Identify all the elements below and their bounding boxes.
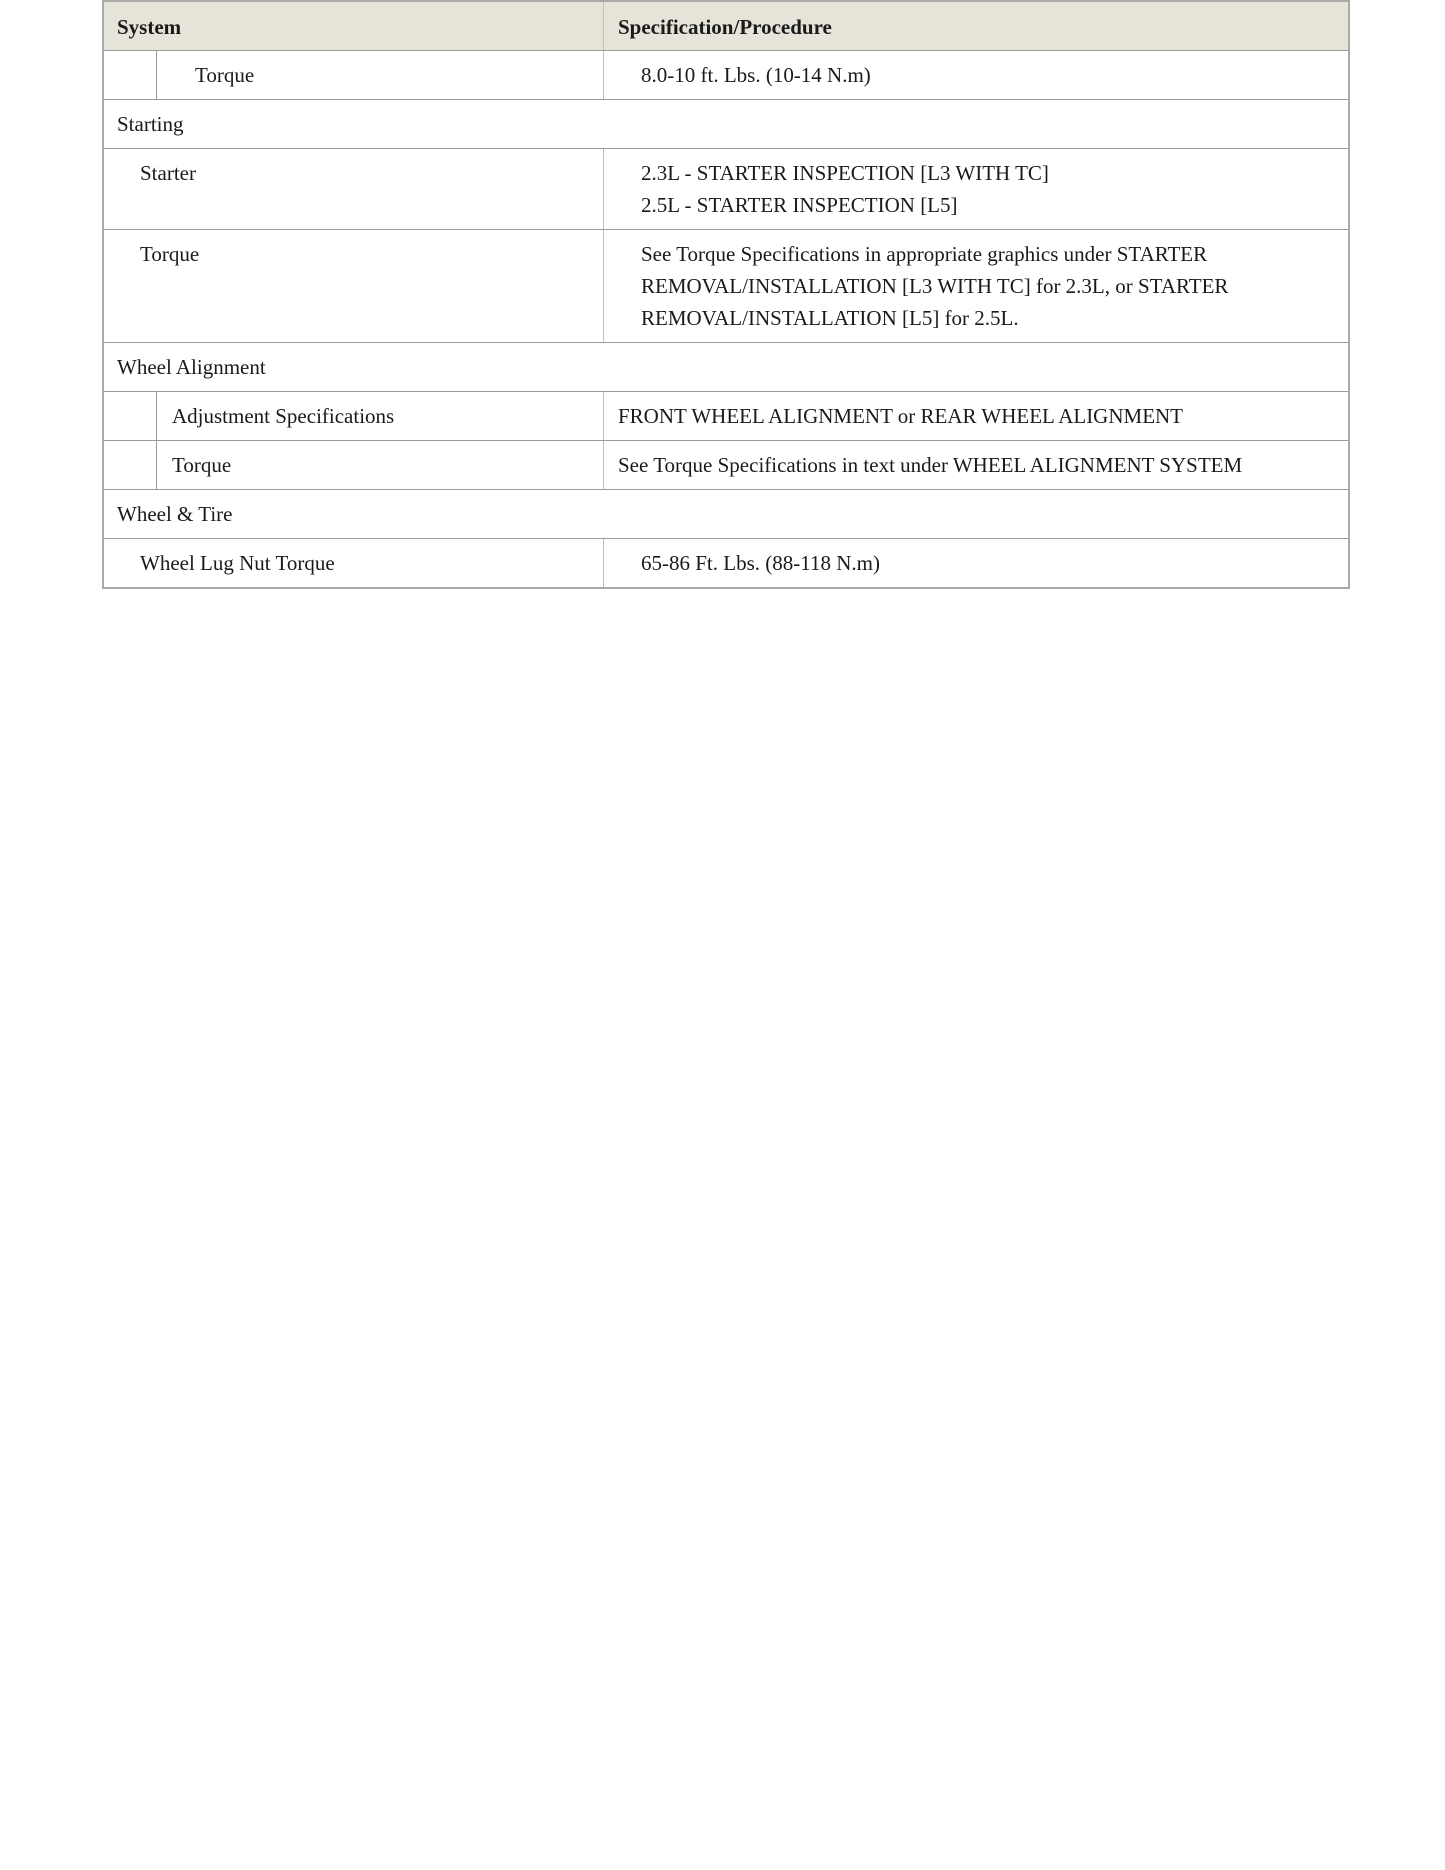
table-row [104, 440, 1348, 489]
row-system-cell [104, 392, 604, 440]
value-line: 2.3L - STARTER INSPECTION [L3 WITH TC] [641, 161, 1049, 185]
row-value [604, 149, 1348, 229]
table-row [104, 50, 1348, 99]
table-section-row [104, 99, 1348, 148]
value-line: 2.5L - STARTER INSPECTION [L5] [641, 193, 958, 217]
table-row [104, 148, 1348, 229]
row-label: Adjustment Specifications [172, 404, 395, 428]
header-specification: Specification/Procedure [618, 15, 832, 39]
table-row [104, 538, 1348, 587]
row-value [604, 230, 1348, 342]
row-system-cell [104, 441, 604, 489]
specifications-table [102, 0, 1350, 589]
row-value: FRONT WHEEL ALIGNMENT or REAR WHEEL ALIGNMENT [618, 404, 1184, 428]
table-row [104, 229, 1348, 342]
table-section-row [104, 342, 1348, 391]
value-line: REMOVAL/INSTALLATION [L5] for 2.5L. [641, 306, 1019, 330]
indent-spacer [104, 51, 157, 99]
row-label: Torque [195, 63, 255, 87]
section-label-starting: Starting [117, 112, 184, 136]
row-value: 8.0-10 ft. Lbs. (10-14 N.m) [641, 63, 871, 87]
row-value [604, 539, 1348, 587]
table-section-row [104, 489, 1348, 538]
indent-spacer [104, 441, 157, 489]
value-line: REMOVAL/INSTALLATION [L3 WITH TC] for 2.3L, or STARTER [641, 274, 1229, 298]
value-line: 65-86 Ft. Lbs. (88-118 N.m) [641, 551, 880, 575]
value-line: See Torque Specifications in appropriate graphics under STARTER [641, 242, 1208, 266]
row-label: Torque [104, 230, 604, 342]
section-label-wheel-alignment: Wheel Alignment [117, 355, 266, 379]
row-value: See Torque Specifications in text under WHEEL ALIGNMENT SYSTEM [618, 453, 1243, 477]
table-header-row [104, 0, 1348, 50]
row-label: Wheel Lug Nut Torque [104, 539, 604, 587]
row-label: Torque [172, 453, 232, 477]
table-row [104, 391, 1348, 440]
row-label: Starter [104, 149, 604, 229]
header-system: System [104, 2, 604, 50]
indent-spacer [104, 392, 157, 440]
row-system-cell [104, 51, 604, 99]
section-label-wheel-tire: Wheel & Tire [117, 502, 233, 526]
